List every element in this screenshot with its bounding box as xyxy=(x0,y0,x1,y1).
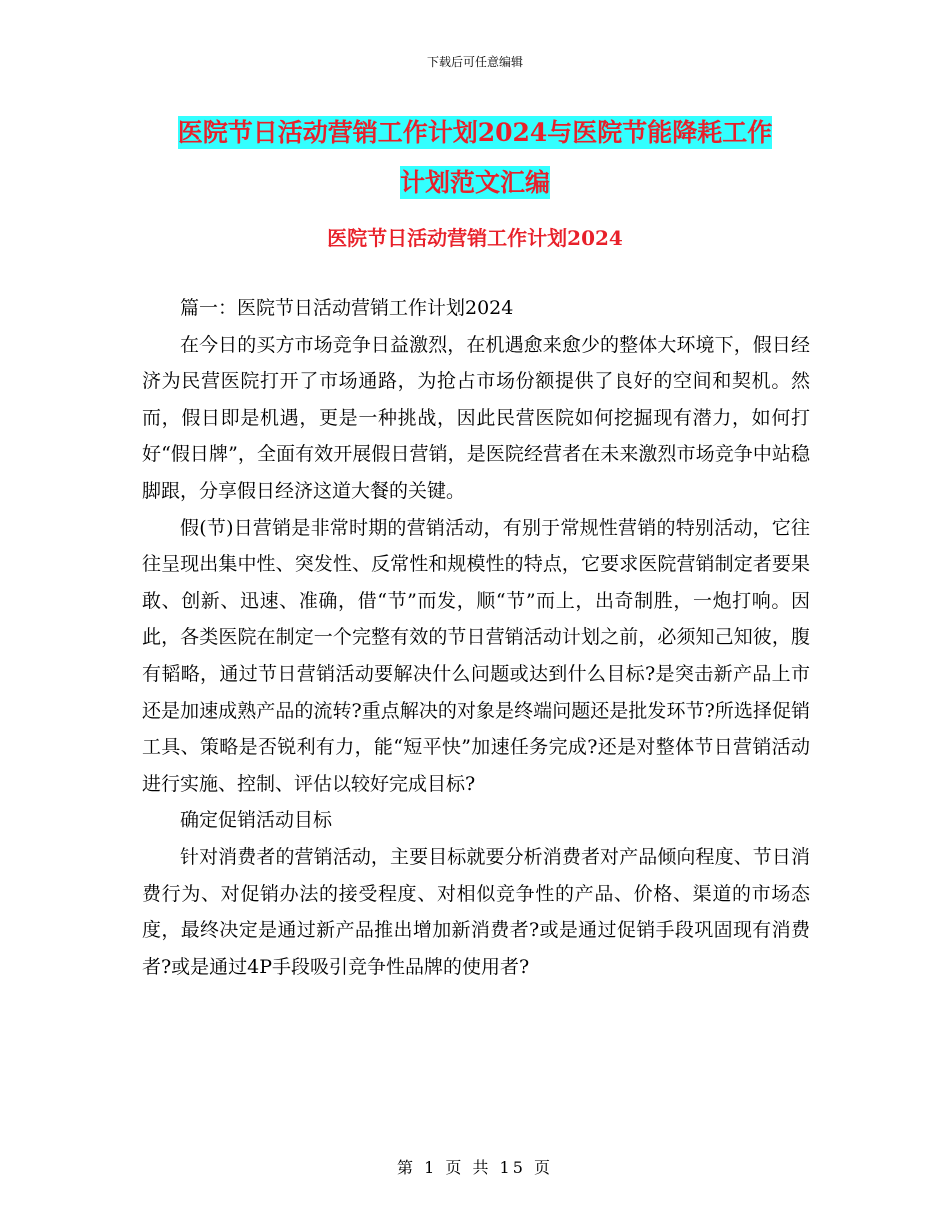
paragraph: 在今日的买方市场竞争日益激烈，在机遇愈来愈少的整体大环境下，假日经济为民营医院打开了市场通路，为抢占市场份额提供了良好的空间和契机。然而，假日即是机遇，更是一种挑战，因此民营医院如何挖掘现有潜力，如何打好“假日牌”，全面有效开展假日营销，是医院经营者在未来激烈市场竞争中站稳脚跟，分享假日经济这道大餐的关键。 xyxy=(142,333,810,502)
section-title: 医院节日活动营销工作计划2024 xyxy=(327,226,623,250)
document-title-line-1: 医院节日活动营销工作计划2024与医院节能降耗工作 xyxy=(177,118,773,147)
document-title-line-2: 计划范文汇编 xyxy=(399,168,550,197)
paragraph: 针对消费者的营销活动，主要目标就要分析消费者对产品倾向程度、节日消费行为、对促销办法的接受程度、对相似竞争性的产品、价格、渠道的市场态度，最终决定是通过新产品推出增加新消费者?或是通过促销手段巩固现有消费者?或是通过4P手段吸引竞争性品牌的使用者? xyxy=(142,845,810,978)
document-body xyxy=(142,290,810,985)
paragraph: 假(节)日营销是非常时期的营销活动，有别于常规性营销的特别活动，它往往呈现出集中性、突发性、反常性和规模性的特点，它要求医院营销制定者要果敢、创新、迅速、准确，借“节”而发，顺“节”而上，出奇制胜，一炮打响。因此，各类医院在制定一个完整有效的节日营销活动计划之前，必须知己知彼，腹有韬略，通过节日营销活动要解决什么问题或达到什么目标?是突击新产品上市还是加速成熟产品的流转?重点解决的对象是终端问题还是批发环节?所选择促销工具、策略是否锐利有力，能“短平快”加速任务完成?还是对整体节日营销活动进行实施、控制、评估以较好完成目标? xyxy=(142,516,810,795)
header-note: 下载后可任意编辑 xyxy=(426,55,523,69)
paragraph: 确定促销活动目标 xyxy=(180,809,333,832)
document-title xyxy=(140,108,810,208)
paragraph: 篇一：医院节日活动营销工作计划2024 xyxy=(180,297,514,319)
page-footer: 第 1 页 共 15 页 xyxy=(397,1158,553,1177)
